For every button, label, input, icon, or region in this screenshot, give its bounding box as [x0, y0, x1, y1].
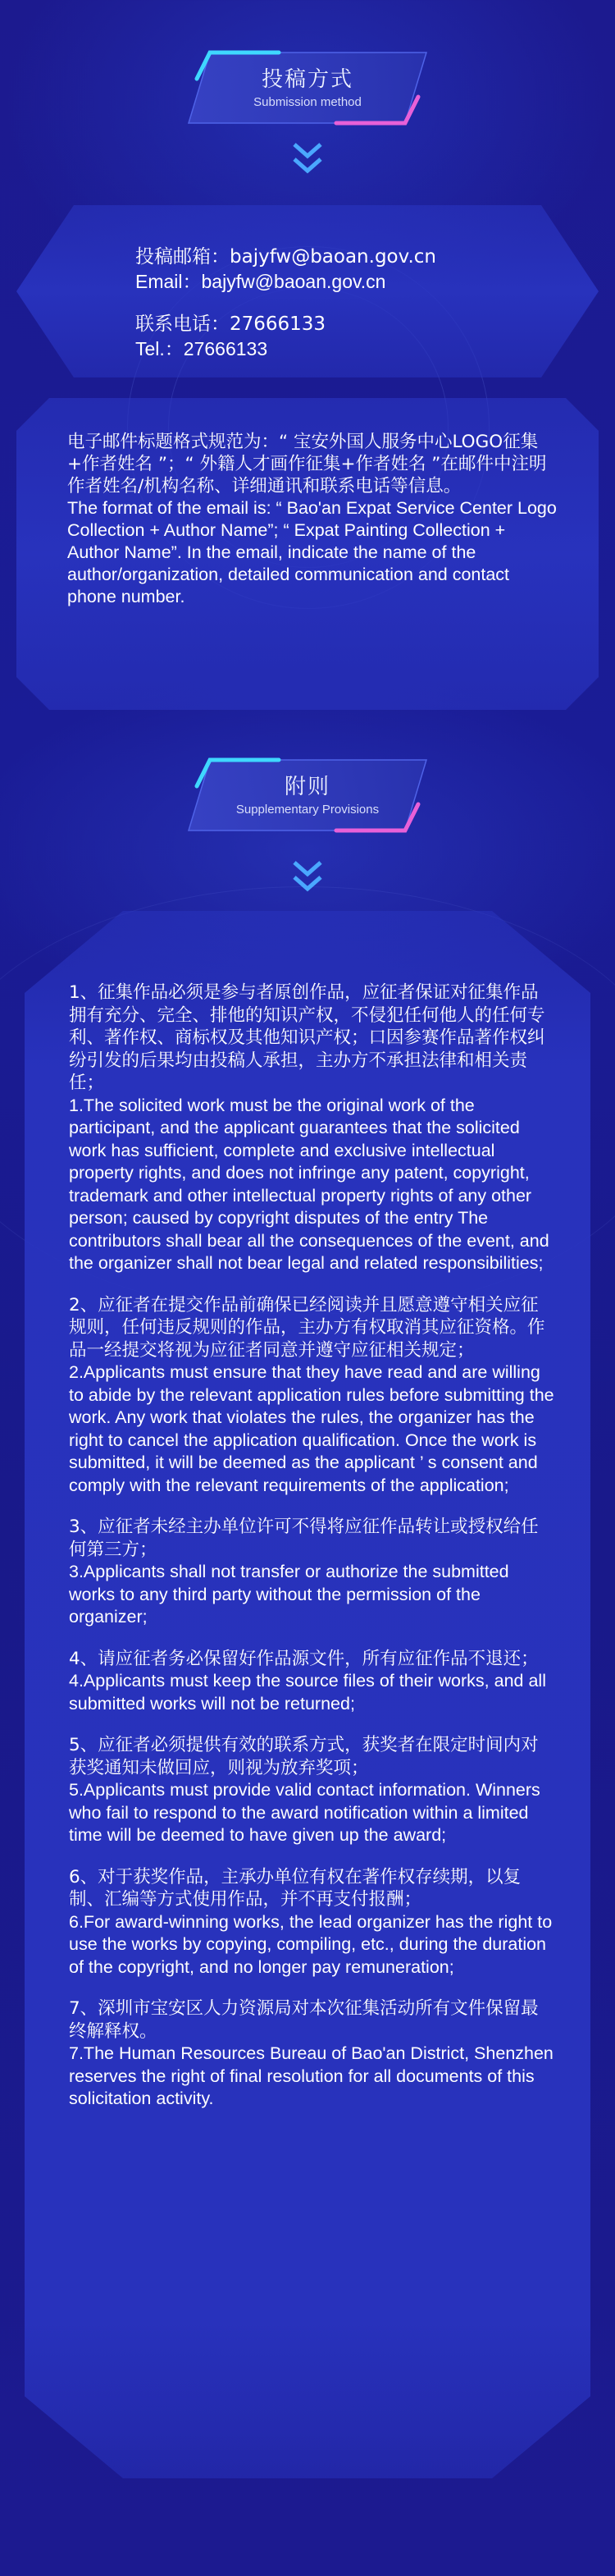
provision-zh: 6、对于获奖作品，主承办单位有权在著作权存续期，以复制、汇编等方式使用作品，并不再支付报酬； — [69, 1866, 522, 1910]
provision-en: 6.For award-winning works, the lead organizer has the right to use the works by copying, compiling, etc., during the duration of the copyright, and no longer pay remuneration; — [69, 1911, 553, 1977]
provisions-list — [69, 981, 554, 2130]
supplementary-provisions-header — [180, 748, 435, 839]
submission-email-en: Email：bajyfw@baoan.gov.cn — [135, 271, 386, 292]
double-chevron-down-icon — [291, 140, 324, 176]
section-title: 附则 — [284, 775, 330, 799]
provision-en: 4.Applicants must keep the source files of their works, and all submitted works will not be returned; — [69, 1671, 546, 1714]
email-format-zh: 电子邮件标题格式规范为：“ 宝安外国人服务中心LOGO征集+作者姓名 ”；“ 外籍人才画作征集+作者姓名 ”在邮件中注明作者姓名/机构名称、详细通讯和联系电话等信息。 — [67, 432, 547, 496]
provision-zh: 4、请应征者务必保留好作品源文件，所有应征作品不退还； — [69, 1648, 539, 1669]
provision-zh: 1、征集作品必须是参与者原创作品，应征者保证对征集作品拥有充分、完全、排他的知识产权，不侵犯任何他人的任何专利、著作权、商标权及其他知识产权；口因参赛作品著作权纠纷引发的后果均由投稿人承担，主办方不承担法律和相关责任； — [69, 982, 545, 1093]
section-subtitle: Supplementary Provisions — [235, 803, 380, 817]
provision-zh: 2、应征者在提交作品前确保已经阅读并且愿意遵守相关应征规则，任何违反规则的作品，主办方有权取消其应征资格。作品一经提交将视为应征者同意并遵守应征相关规定； — [69, 1294, 545, 1361]
provision-en: 3.Applicants shall not transfer or authorize the submitted works to any third party without the permission of the organizer; — [69, 1562, 509, 1627]
provision-zh: 5、应征者必须提供有效的联系方式，获奖者在限定时间内对获奖通知未做回应，则视为放弃奖项； — [69, 1735, 539, 1778]
email-format-text — [67, 431, 559, 608]
provision-item — [69, 1648, 554, 1716]
provision-en: 7.The Human Resources Bureau of Bao'an District, Shenzhen reserves the right of final resolution for all documents of this solicitation activity. — [69, 2043, 554, 2108]
provision-item — [69, 1516, 554, 1629]
provisions-panel — [25, 911, 590, 2478]
contact-phone-en: Tel.：27666133 — [135, 338, 268, 359]
provision-item — [69, 981, 554, 1275]
provision-en: 1.The solicited work must be the original work of the participant, and the applicant guarantees that the solicited work has sufficient, complete and exclusive intellectual property rights, and does not infringe any patent, copyright, trademark and other intellectual property rights of any other person; caused by copyright disputes of the entry The contributors shall bear all the consequences of the event, and the organizer shall not bear legal and related responsibilities; — [69, 1095, 549, 1273]
email-format-panel — [16, 398, 599, 710]
provision-item — [69, 1294, 554, 1498]
provision-item — [69, 1866, 554, 1979]
double-chevron-down-icon — [291, 858, 324, 894]
provision-item — [69, 1997, 554, 2111]
section-title: 投稿方式 — [261, 67, 353, 92]
contact-panel — [16, 205, 599, 377]
provision-item — [69, 1734, 554, 1847]
provision-zh: 3、应征者未经主办单位许可不得将应征作品转让或授权给任何第三方； — [69, 1517, 539, 1560]
submission-email-zh: 投稿邮箱：bajyfw@baoan.gov.cn — [135, 246, 436, 268]
provision-zh: 7、深圳市宝安区人力资源局对本次征集活动所有文件保留最终解释权。 — [69, 1998, 539, 2042]
provision-en: 2.Applicants must ensure that they have read and are willing to abide by the relevant application rules before submitting the work. Any work that violates the rules, the organizer has the right to cancel the application qualification. Once the work is submitted, it will be deemed as the applicant ’ s consent and comply with the relevant requirements of the application; — [69, 1362, 554, 1495]
contact-block — [135, 245, 545, 361]
email-format-en: The format of the email is: “ Bao'an Expat Service Center Logo Collection + Author Name”; “ Expat Painting Collection + Author Name”. In the email, indicate the name of the author/organization, detailed communication and contact phone number. — [67, 498, 557, 606]
contact-phone-zh: 联系电话：27666133 — [135, 313, 326, 335]
section-subtitle: Submission method — [253, 95, 362, 109]
submission-method-header — [180, 41, 435, 131]
provision-en: 5.Applicants must provide valid contact information. Winners who fail to respond to the award notification within a limited time will be deemed to have given up the award; — [69, 1780, 540, 1845]
